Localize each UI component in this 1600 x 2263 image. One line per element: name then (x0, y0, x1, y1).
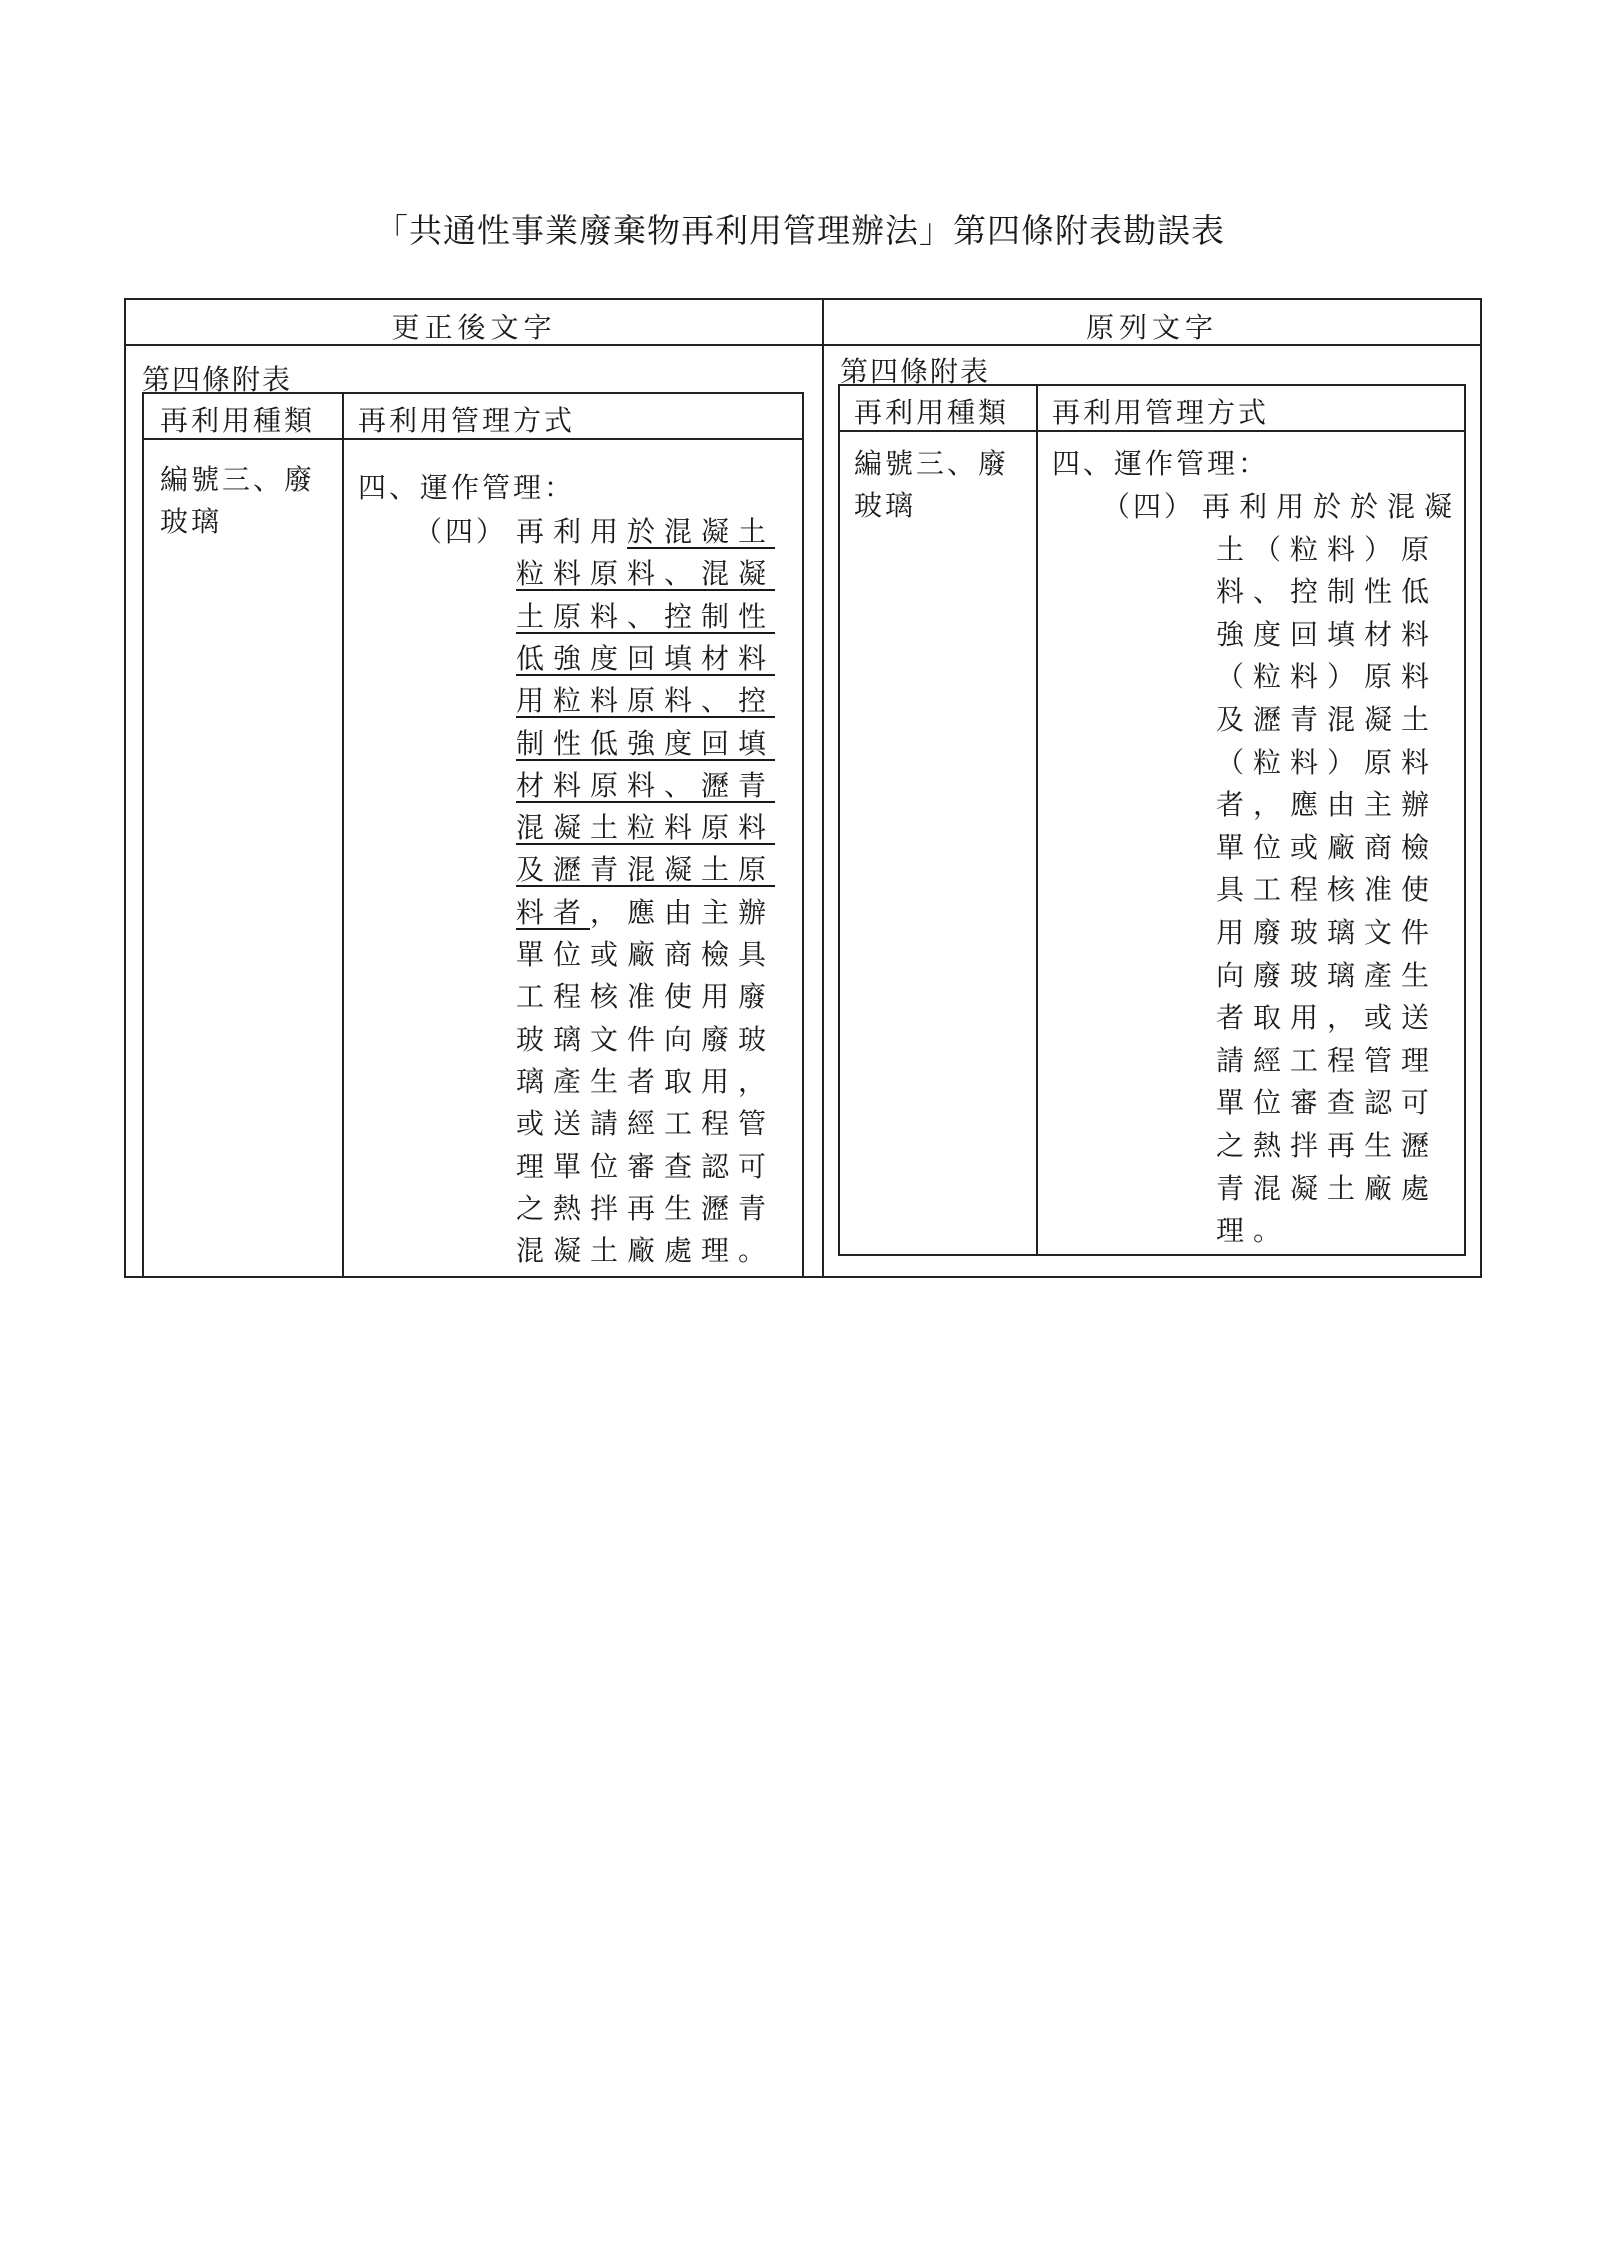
corrected-body-line: 之熱拌再生瀝青 (516, 1191, 776, 1225)
original-body-line: 者，應由主辦 (1216, 788, 1439, 822)
corrected-body-line: 料者，應由主辦 (516, 895, 776, 929)
corrected-body-line: 混凝土粒料原料 (516, 811, 776, 845)
original-type-line2: 玻璃 (854, 489, 917, 522)
corrected-header: 更正後文字 (391, 311, 557, 344)
corrected-body-line: 用粒料原料、控 (516, 684, 776, 718)
corrected-body-line: 及瀝青混凝土原 (516, 853, 776, 887)
corrected-body-line: 土原料、控制性 (516, 599, 776, 633)
corrected-body-line: 制性低強度回填 (516, 726, 776, 760)
original-header: 原列文字 (1085, 311, 1218, 344)
original-body-line: 單位或廠商檢 (1216, 830, 1439, 864)
original-section: 四、運作管理： (1052, 447, 1270, 480)
original-body-line: 及瀝青混凝土 (1216, 703, 1439, 736)
inner-column-divider (342, 394, 344, 1276)
original-col-method: 再利用管理方式 (1052, 396, 1270, 429)
corrected-body-line: 璃產生者取用， (516, 1064, 776, 1098)
inner-column-divider (1036, 386, 1038, 1254)
corrected-col-method: 再利用管理方式 (358, 404, 576, 437)
original-body-line: 土（粒料）原 (1216, 532, 1439, 566)
corrected-body-line: 再利用於混凝土 (516, 515, 776, 548)
original-body-line: 向廢玻璃產生 (1216, 958, 1439, 992)
corrected-body-line: 混凝土廠處理。 (516, 1234, 776, 1268)
corrected-col-type: 再利用種類 (160, 404, 316, 437)
original-body-line: 料、控制性低 (1216, 575, 1439, 609)
corrected-section: 四、運作管理： (358, 471, 576, 504)
corrected-item-number: （四） (414, 515, 508, 548)
original-body-line: 青混凝土廠處 (1216, 1171, 1439, 1205)
original-inner-table (838, 384, 1466, 1256)
corrected-body-line: 理單位審查認可 (516, 1149, 776, 1183)
original-body-line: 者取用，或送 (1216, 1001, 1439, 1035)
column-divider (822, 300, 824, 1276)
corrected-body-line: 低強度回填材料 (516, 641, 776, 675)
original-col-type: 再利用種類 (854, 396, 1010, 429)
corrected-table-caption: 第四條附表 (142, 363, 293, 396)
original-table-caption: 第四條附表 (840, 355, 991, 388)
original-body-line: 之熱拌再生瀝 (1216, 1129, 1439, 1162)
original-body-line: 用廢玻璃文件 (1216, 916, 1439, 949)
corrected-inner-table (142, 392, 804, 1278)
corrected-body-line: 單位或廠商檢具 (516, 938, 776, 971)
original-body-line: 請經工程管理 (1216, 1043, 1439, 1077)
original-body-line: 再利用於於混凝 (1202, 490, 1462, 523)
page-title: 「共通性事業廢棄物再利用管理辦法」第四條附表勘誤表 (375, 211, 1225, 250)
corrected-body-line: 材料原料、瀝青 (516, 768, 776, 802)
original-body-line: 強度回填材料 (1216, 617, 1439, 651)
errata-table (124, 298, 1482, 1278)
corrected-body-line: 玻璃文件向廢玻 (516, 1022, 776, 1056)
corrected-body-line: 工程核准使用廢 (516, 980, 776, 1014)
corrected-body-line: 粒料原料、混凝 (516, 557, 776, 591)
original-body-line: （粒料）原料 (1216, 745, 1439, 779)
original-type-line1: 編號三、廢 (854, 447, 1010, 480)
original-body-line: 具工程核准使 (1216, 873, 1439, 907)
corrected-type-line1: 編號三、廢 (160, 463, 316, 496)
corrected-type-line2: 玻璃 (160, 505, 223, 538)
original-body-line: 單位審查認可 (1216, 1086, 1439, 1120)
corrected-body-line: 或送請經工程管 (516, 1107, 776, 1141)
original-body-line: 理。 (1216, 1214, 1291, 1248)
original-item-number: （四） (1102, 490, 1196, 523)
original-body-line: （粒料）原料 (1216, 660, 1439, 694)
